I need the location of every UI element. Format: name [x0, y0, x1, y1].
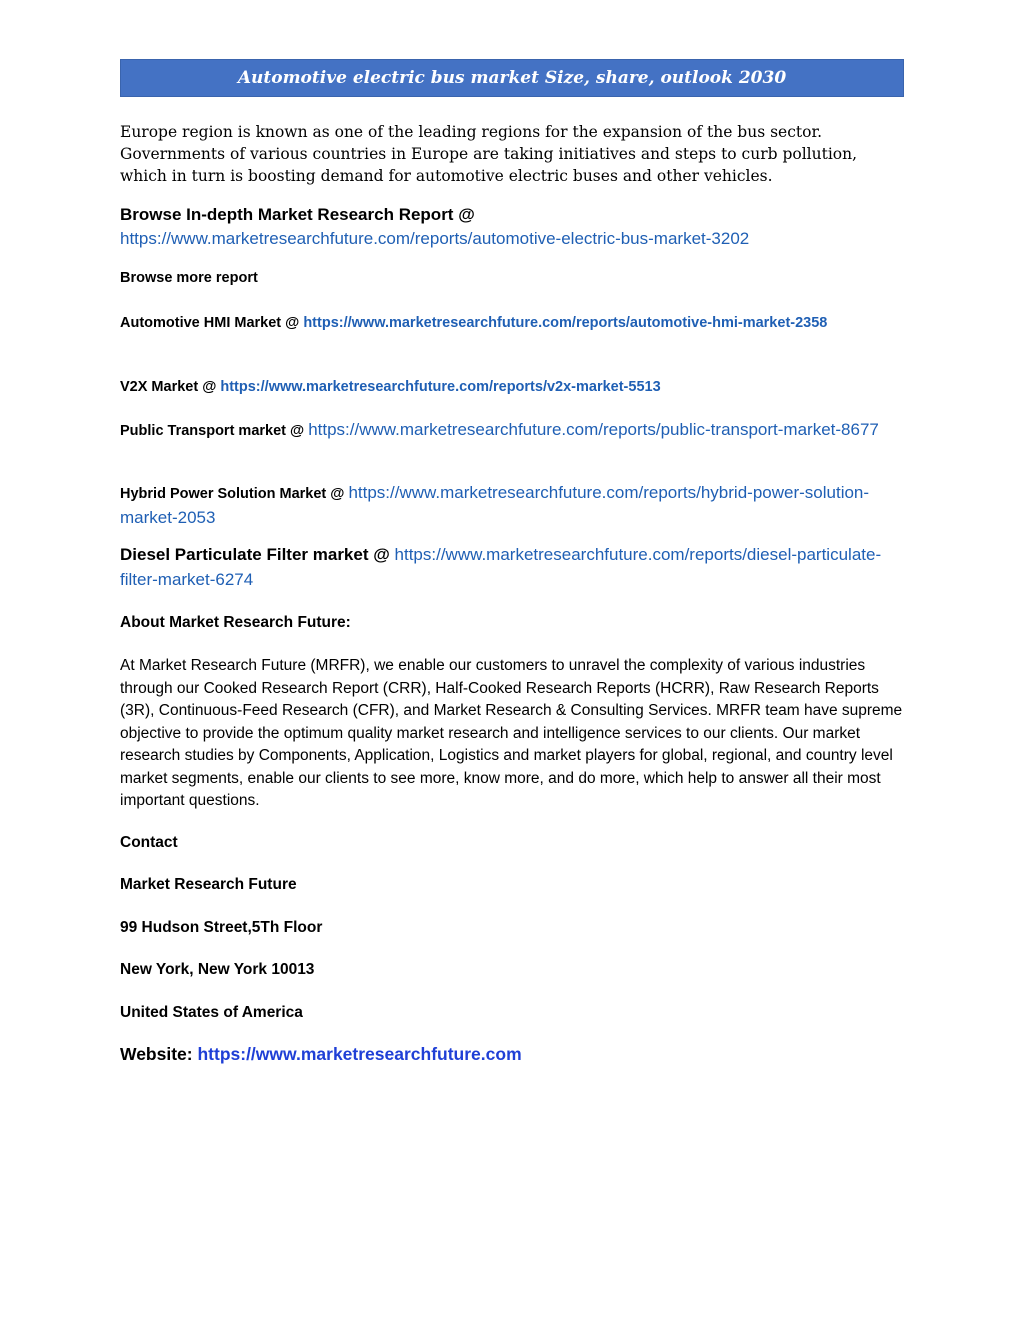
report-label: Public Transport market @	[120, 423, 309, 439]
report-link[interactable]: https://www.marketresearchfuture.com/reports/diesel-particulate-filter-market-6274	[120, 545, 882, 589]
browse-more-label: Browse more report	[120, 270, 258, 286]
website-line	[120, 1044, 906, 1065]
website-link[interactable]: https://www.marketresearchfuture.com	[197, 1044, 522, 1064]
contact-company: Market Research Future	[120, 876, 297, 893]
report-link[interactable]: https://www.marketresearchfuture.com/reports/automotive-hmi-market-2358	[303, 315, 828, 331]
about-heading: About Market Research Future:	[120, 614, 351, 631]
report-label: Diesel Particulate Filter market @	[120, 545, 395, 564]
report-item	[120, 481, 906, 531]
contact-city: New York, New York 10013	[120, 961, 315, 978]
browse-main-label: Browse In-depth Market Research Report @	[120, 205, 475, 224]
report-label: Hybrid Power Solution Market @	[120, 486, 349, 502]
report-item	[120, 312, 906, 334]
page-title: Automotive electric bus market Size, share, outlook 2030	[237, 68, 787, 88]
report-label: V2X Market @	[120, 379, 221, 395]
website-label: Website:	[120, 1044, 198, 1064]
report-link[interactable]: https://www.marketresearchfuture.com/reports/hybrid-power-solution-market-2053	[120, 483, 870, 527]
report-link[interactable]: https://www.marketresearchfuture.com/reports/public-transport-market-8677	[308, 420, 879, 439]
contact-country: United States of America	[120, 1004, 303, 1021]
report-link[interactable]: https://www.marketresearchfuture.com/reports/v2x-market-5513	[220, 379, 661, 395]
report-item	[120, 376, 906, 398]
contact-street: 99 Hudson Street,5Th Floor	[120, 919, 323, 936]
about-paragraph: At Market Research Future (MRFR), we enable our customers to unravel the complexity of various industries through our Cooked Research Report (CRR), Half-Cooked Research Reports (HCRR), Raw Research Reports (3R), Continuous-Feed Research (CFR), and Market Research & Consulting Services. MRFR team have supreme objective to provide the optimum quality market research and intelligence services to our clients. Our market research studies by Components, Application, Logistics and market players for global, regional, and country level market segments, enable our clients to see more, know more, and do more, which help to answer all their most important questions.	[120, 657, 903, 809]
browse-main	[120, 203, 906, 251]
browse-main-link[interactable]: https://www.marketresearchfuture.com/reports/automotive-electric-bus-market-3202	[120, 229, 750, 248]
report-item	[120, 418, 906, 443]
report-item	[120, 543, 906, 593]
title-banner	[120, 59, 904, 97]
contact-heading: Contact	[120, 834, 178, 851]
report-label: Automotive HMI Market @	[120, 315, 304, 331]
intro-paragraph: Europe region is known as one of the leading regions for the expansion of the bus sector. Governments of various countries in Europe are taking initiatives and steps to curb pollution, which in turn is boosting demand for automotive electric buses and other vehicles.	[120, 123, 858, 185]
